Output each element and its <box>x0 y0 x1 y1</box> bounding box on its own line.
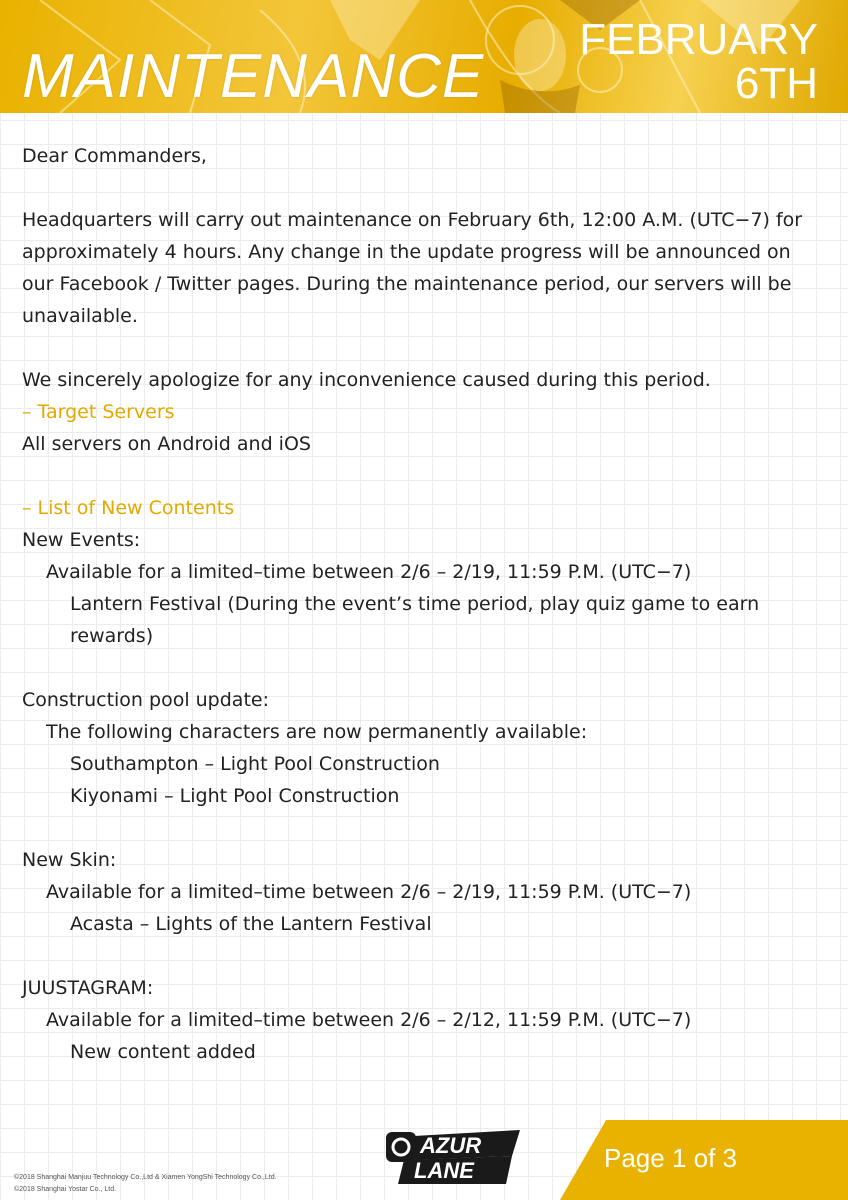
copyright-line-1: ©2018 Shanghai Manjuu Technology Co.,Ltd & Xiamen YongShi Technology Co.,Ltd. <box>14 1174 277 1181</box>
new-skin-label: New Skin: <box>22 849 117 871</box>
new-events-label: New Events: <box>22 529 141 551</box>
svg-text:LANE: LANE <box>414 1158 474 1183</box>
svg-text:AZUR: AZUR <box>420 1133 482 1158</box>
new-events-availability: Available for a limited–time between 2/6 – 2/19, 11:59 P.M. (UTC−7) <box>46 561 692 583</box>
greeting: Dear Commanders, <box>22 145 207 167</box>
date-month: FEBRUARY <box>579 15 818 64</box>
apology-text: We sincerely apologize for any inconvenience caused during this period. <box>22 369 711 391</box>
juustagram-availability: Available for a limited–time between 2/6 – 2/12, 11:59 P.M. (UTC−7) <box>46 1009 692 1031</box>
copyright <box>14 1172 277 1196</box>
construction-item: Southampton – Light Pool Construction <box>70 753 440 775</box>
copyright-line-2: ©2018 Shanghai Yostar Co., Ltd. <box>14 1186 117 1193</box>
target-servers-text: All servers on Android and iOS <box>22 433 311 455</box>
new-skin-availability: Available for a limited–time between 2/6 – 2/19, 11:59 P.M. (UTC−7) <box>46 881 692 903</box>
page-title: MAINTENANCE <box>22 42 485 111</box>
new-contents-heading: – List of New Contents <box>22 497 235 519</box>
maintenance-date <box>579 15 818 108</box>
date-day: 6TH <box>734 59 818 108</box>
target-servers-heading: – Target Servers <box>22 401 175 423</box>
new-events-item: Lantern Festival (During the event’s time period, play quiz game to earn rewards) <box>70 593 760 647</box>
juustagram-label: JUUSTAGRAM: <box>22 977 154 999</box>
announcement-body <box>22 140 822 1068</box>
page-indicator: Page 1 of 3 <box>604 1143 737 1173</box>
construction-note: The following characters are now permanently available: <box>46 721 588 743</box>
construction-label: Construction pool update: <box>22 689 269 711</box>
construction-item: Kiyonami – Light Pool Construction <box>70 785 400 807</box>
new-skin-item: Acasta – Lights of the Lantern Festival <box>70 913 432 935</box>
azur-lane-logo <box>384 1126 524 1188</box>
header-banner <box>0 0 848 113</box>
intro-paragraph: Headquarters will carry out maintenance on February 6th, 12:00 A.M. (UTC−7) for approximately 4 hours. Any change in the update progress will be announced on our Facebook / Twitter pages. During the maintenance period, our servers will be unavailable. <box>22 209 803 327</box>
juustagram-item: New content added <box>70 1041 256 1063</box>
